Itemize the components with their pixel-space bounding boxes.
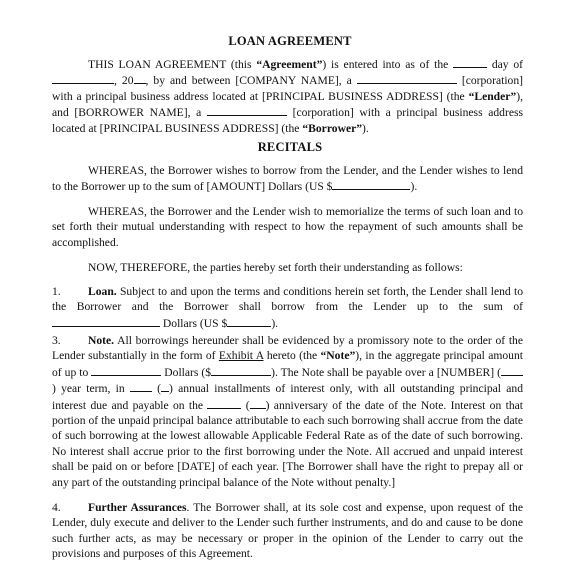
section-1-loan: 1. Loan. Subject to and upon the terms and conditions herein set forth, the Lender shall lend to the Borrower and the Borrower shall borrow from the Lender up to the sum of Dollars (US $ ). bbox=[52, 285, 523, 330]
whereas-paragraph-1: WHEREAS, the Borrower wishes to borrow from the Lender, and the Lender wishes to lend to the Borrower up to the sum of [AMOUNT] Dollars (US $ ). bbox=[52, 164, 523, 194]
section-1-heading: Loan. bbox=[88, 285, 117, 298]
section-4-further-assurances: 4. Further Assurances. The Borrower shall, at its sole cost and expense, upon request of the Lender, duly execute and deliver to the Lender such further instruments, and do and cause to be done such further acts, as may be necessary or proper in the opinion of the Lender to carry out the provisions and purposes of this Agreement. bbox=[52, 501, 523, 561]
section-4-number: 4. bbox=[52, 501, 61, 514]
loan-amount-words-blank[interactable] bbox=[52, 315, 160, 327]
exhibit-a-link[interactable]: Exhibit A bbox=[218, 349, 264, 363]
section-3-note: 3. Note. All borrowings hereunder shall be evidenced by a promissory note to the order of the Lender substantially in the form of Exhibit A hereto (the “Note”), in the aggregate principal amount of up to Dollars ($ ). The Note shall be payable over a [NUMBER] () year term, in ( ) annual installments of interest only, with all outstanding principal and interest due and payable on the ( ) anniversary of the date of the Note. Interest on that portion of the unpaid principal balance attributable to each such borrowing shall accrue from the date of such borrowing at the lowest allowable Applicable Federal Rate as of the date of such borrowing. No interest shall accrue prior to the first borrowing under the Note. All accrued and unpaid interest shall be paid on or before [DATE] of each year. [The Borrower shall have the right to prepay all or any part of the outstanding principal balance of the Note without penalty.] bbox=[52, 334, 523, 489]
loan-amount-blank[interactable] bbox=[227, 315, 271, 327]
borrower-entity-blank[interactable] bbox=[207, 104, 287, 116]
recitals-heading: RECITALS bbox=[257, 140, 323, 154]
document-title: LOAN AGREEMENT bbox=[228, 34, 352, 48]
month-blank[interactable] bbox=[52, 72, 114, 84]
day-blank[interactable] bbox=[453, 56, 487, 68]
installments-words-blank[interactable] bbox=[130, 380, 152, 392]
section-3-number: 3. bbox=[52, 334, 61, 347]
section-3-heading: Note. bbox=[88, 334, 115, 347]
principal-words-blank[interactable] bbox=[91, 364, 161, 376]
year-blank[interactable] bbox=[134, 72, 146, 84]
principal-amount-blank[interactable] bbox=[211, 364, 271, 376]
intro-paragraph: THIS LOAN AGREEMENT (this “Agreement”) is entered into as of the day of , 20 , by and between [COMPANY NAME], a [corporation] with a principal business address located at [PRINCIPAL BUSINESS ADDRESS] (the “Lender”), and [BORROWER NAME], a [corporation] with a principal business address located at [PRINCIPAL BUSINESS ADDRESS] (the “Borrower”). bbox=[52, 58, 524, 135]
installments-number-blank[interactable] bbox=[161, 380, 169, 392]
whereas-paragraph-2: WHEREAS, the Borrower and the Lender wish to memorialize the terms of such loan and to set forth their mutual understanding with respect to how the repayment of such amounts shall be accomplished. bbox=[52, 205, 523, 249]
anniversary-words-blank[interactable] bbox=[207, 397, 241, 409]
section-4-heading: Further Assurances bbox=[88, 501, 187, 514]
section-1-number: 1. bbox=[52, 285, 61, 298]
anniversary-number-blank[interactable] bbox=[250, 397, 266, 409]
lender-entity-blank[interactable] bbox=[357, 72, 457, 84]
now-therefore-paragraph: NOW, THEREFORE, the parties hereby set forth their understanding as follows: bbox=[88, 261, 463, 274]
term-years-blank[interactable] bbox=[501, 364, 523, 376]
amount-blank-1[interactable] bbox=[332, 178, 410, 190]
